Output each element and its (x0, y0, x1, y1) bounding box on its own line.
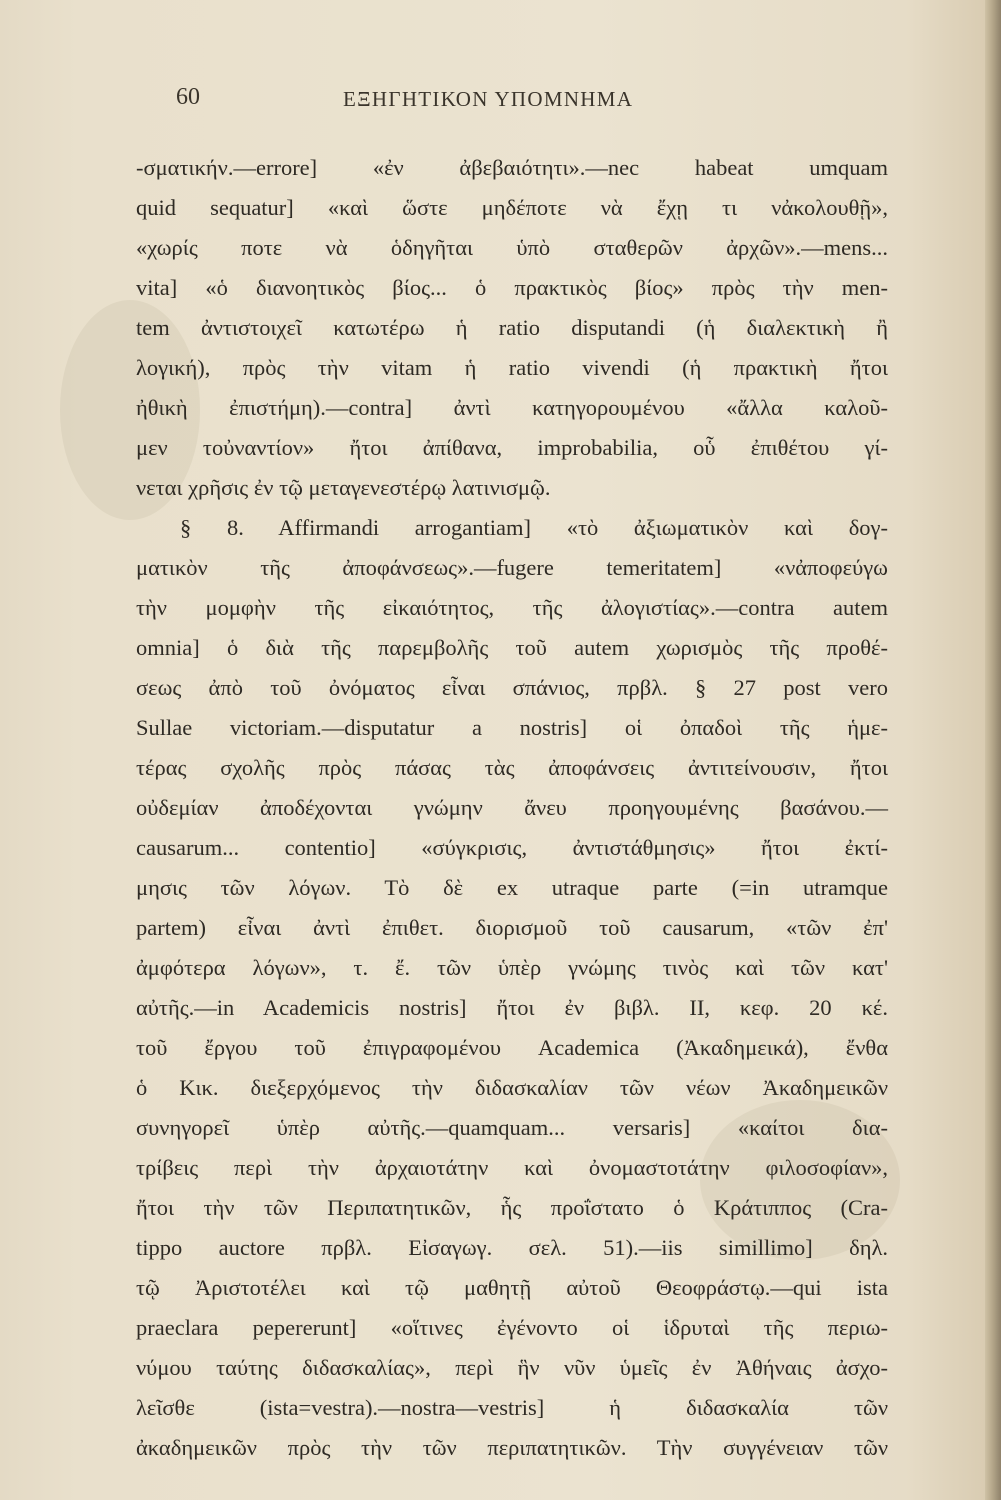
text-line: ἤτοι τὴν τῶν Περιπατητικῶν, ἧς προΐστατο ὁ Κράτιππος (Cra- (136, 1195, 888, 1220)
text-line: μησις τῶν λόγων. Τὸ δὲ ex utraque parte (=in utramque (136, 875, 888, 900)
text-line: tippo auctore πρβλ. Εἰσαγωγ. σελ. 51).—iis simillimo] δηλ. (136, 1235, 888, 1260)
text-line: tem ἀντιστοιχεῖ κατωτέρω ἡ ratio disputandi (ἡ διαλεκτικὴ ἢ (136, 315, 888, 340)
book-page-edge (985, 0, 1001, 1500)
text-line: «χωρίς ποτε νὰ ὁδηγῆται ὑπὸ σταθερῶν ἀρχῶν».—mens... (136, 235, 888, 260)
text-line: οὐδεμίαν ἀποδέχονται γνώμην ἄνευ προηγουμένης βασάνου.— (136, 795, 888, 820)
text-line: τέρας σχολῆς πρὸς πάσας τὰς ἀποφάνσεις ἀντιτείνουσιν, ἤτοι (136, 755, 888, 780)
text-line: λεῖσθε (ista=vestra).—nostra—vestris] ἡ διδασκαλία τῶν (136, 1395, 888, 1420)
text-line: ὁ Κικ. διεξερχόμενος τὴν διδασκαλίαν τῶν νέων Ἀκαδημεικῶν (136, 1075, 888, 1100)
text-line: τρίβεις περὶ τὴν ἀρχαιοτάτην καὶ ὀνομαστοτάτην φιλοσοφίαν», (136, 1155, 888, 1180)
text-line: τοῦ ἔργου τοῦ ἐπιγραφομένου Academica (Ἀκαδημεικά), ἔνθα (136, 1035, 888, 1060)
text-line: μεν τοὐναντίον» ἤτοι ἀπίθανα, improbabilia, οὗ ἐπιθέτου γί- (136, 435, 888, 460)
text-body (136, 148, 888, 1468)
page-number: 60 (176, 84, 200, 110)
text-line: νύμου ταύτης διδασκαλίας», περὶ ἣν νῦν ὑμεῖς ἐν Ἀθήναις ἀσχο- (136, 1355, 888, 1380)
text-line: ματικὸν τῆς ἀποφάνσεως».—fugere temeritatem] «νἀποφεύγω (136, 555, 888, 580)
text-line: τὴν μομφὴν τῆς εἰκαιότητος, τῆς ἀλογιστίας».—contra autem (136, 595, 888, 620)
running-head: ΕΞΗΓΗΤΙΚΟΝ ΥΠΟΜΝΗΜΑ (343, 87, 634, 111)
text-line: αὐτῆς.—in Academicis nostris] ἤτοι ἐν βιβλ. II, κεφ. 20 κέ. (136, 995, 888, 1020)
text-line: σεως ἀπὸ τοῦ ὀνόματος εἶναι σπάνιος, πρβλ. § 27 post vero (136, 675, 888, 700)
text-line: praeclara pepererunt] «οἵτινες ἐγένοντο οἱ ἱδρυταὶ τῆς περιω- (136, 1315, 888, 1340)
text-line: τῷ Ἀριστοτέλει καὶ τῷ μαθητῇ αὐτοῦ Θεοφράστῳ.—qui ista (136, 1275, 888, 1300)
text-line: ἠθικὴ ἐπιστήμη).—contra] ἀντὶ κατηγορουμένου «ἄλλα καλοῦ- (136, 395, 888, 420)
text-line: λογική), πρὸς τὴν vitam ἡ ratio vivendi (ἡ πρακτικὴ ἤτοι (136, 355, 888, 380)
paragraph-start-line: § 8. Affirmandi arrogantiam] «τὸ ἀξιωματικὸν καὶ δογ- (180, 515, 888, 540)
page-header (0, 84, 985, 118)
text-line: ἀμφότερα λόγων», τ. ἔ. τῶν ὑπὲρ γνώμης τινὸς καὶ τῶν κατ' (136, 955, 888, 980)
text-line: συνηγορεῖ ὑπὲρ αὐτῆς.—quamquam... versaris] «καίτοι δια- (136, 1115, 888, 1140)
text-line: Sullae victoriam.—disputatur a nostris] οἱ ὀπαδοὶ τῆς ἡμε- (136, 715, 888, 740)
text-line: partem) εἶναι ἀντὶ ἐπιθετ. διορισμοῦ τοῦ causarum, «τῶν ἐπ' (136, 915, 888, 940)
text-line: -σματικήν.—errore] «ἐν ἀβεβαιότητι».—nec habeat umquam (136, 155, 888, 180)
text-line: ἀκαδημεικῶν πρὸς τὴν τῶν περιπατητικῶν. Τὴν συγγένειαν τῶν (136, 1435, 888, 1460)
text-line: causarum... contentio] «σύγκρισις, ἀντιστάθμησις» ἤτοι ἐκτί- (136, 835, 888, 860)
text-line: νεται χρῆσις ἐν τῷ μεταγενεστέρῳ λατινισμῷ. (136, 475, 551, 500)
text-line: omnia] ὁ διὰ τῆς παρεμβολῆς τοῦ autem χωρισμὸς τῆς προθέ- (136, 635, 888, 660)
text-line: vita] «ὁ διανοητικὸς βίος... ὁ πρακτικὸς βίος» πρὸς τὴν men- (136, 275, 888, 300)
text-line: quid sequatur] «καὶ ὥστε μηδέποτε νὰ ἔχῃ τι νἀκολουθῇ», (136, 195, 888, 220)
